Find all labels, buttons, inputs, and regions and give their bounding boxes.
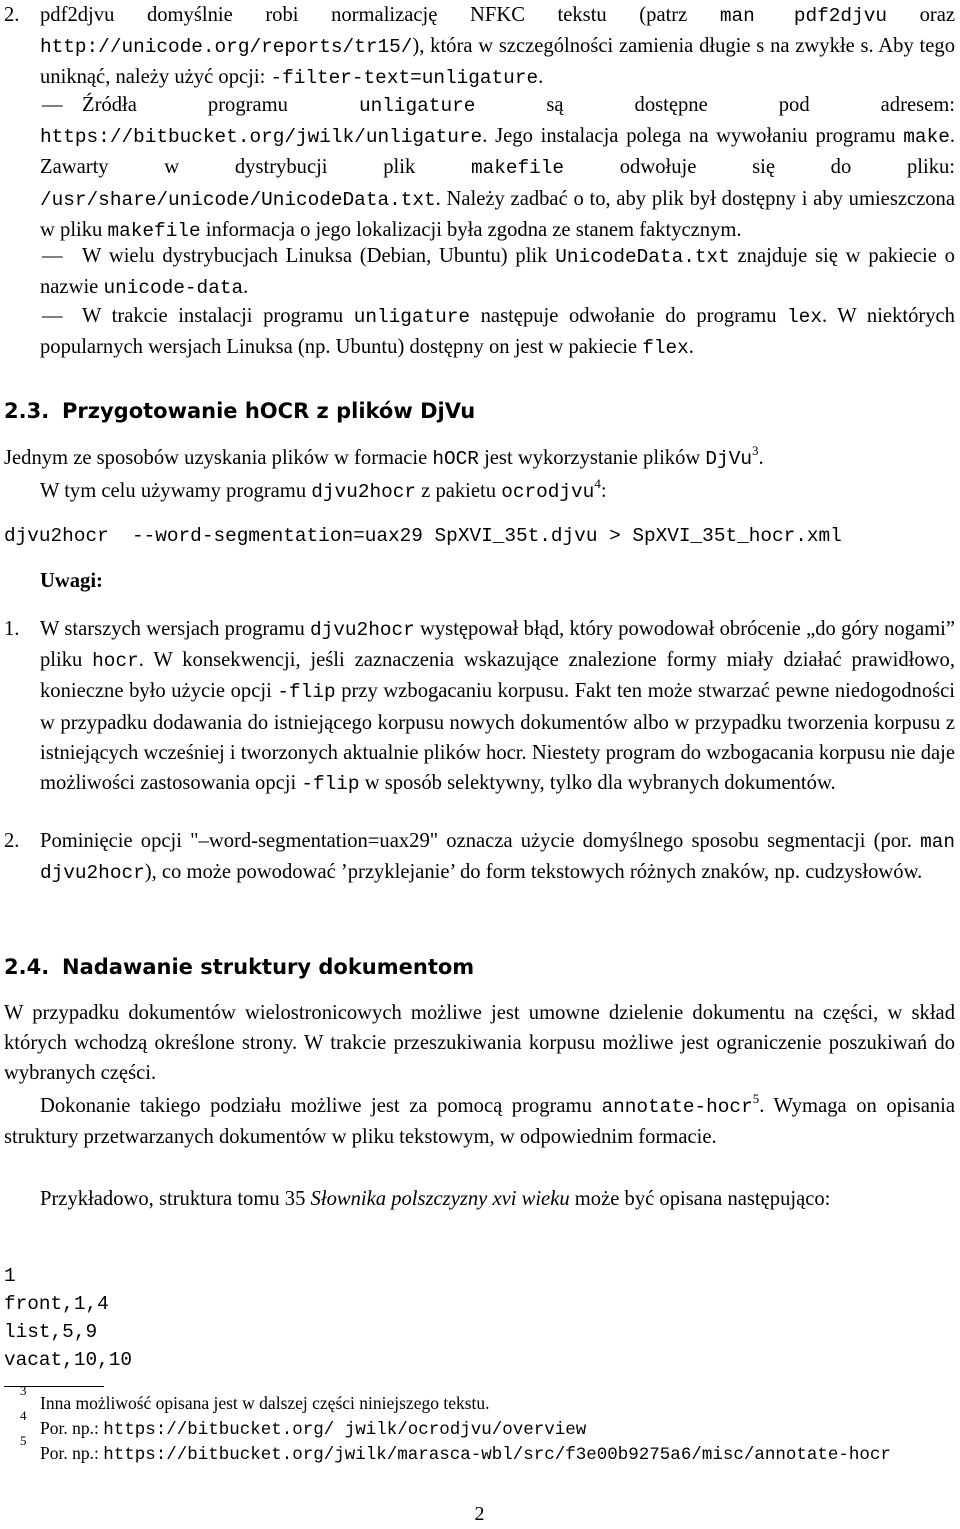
em-dash: — (42, 305, 63, 327)
list-number: 1. (4, 618, 20, 640)
section-heading-2-3: 2.3. Przygotowanie hOCR z plików DjVu (4, 399, 476, 423)
section-heading-2-4: 2.4. Nadawanie struktury dokumentom (4, 955, 475, 979)
code-line: vacat,10,10 (4, 1349, 132, 1371)
code-line: 1 (4, 1265, 16, 1287)
command-line: djvu2hocr --word-segmentation=uax29 SpXVI_35t.djvu > SpXVI_35t_hocr.xml (4, 525, 842, 547)
paragraph-annotate-hocr: Dokonanie takiego podziału możliwe jest za pomocą programu annotate-hocr$^5$. Wymaga on opisania struktury przetwarzanych dokumentów w pliku tekstowym, w odpowiednim formacie. (4, 1091, 955, 1149)
notes-heading: Uwagi: (40, 570, 103, 592)
list-item-text: pdf2djvu domyślnie robi normalizację NFKC tekstu (patrz man pdf2djvu oraz http://unicode.org/reports/tr15/), która w szczególności zamienia długie s na zwykłe s. Aby tego uniknąć, należy użyć opcji: -filter-text=unligature. (40, 4, 956, 90)
list-number: 2. (4, 4, 20, 26)
note-text: Pominięcie opcji "–word-segmentation=uax29" oznacza użycie domyślnego sposobu segmentacji (por. man djvu2hocr), co może powodować ’przyklejanie’ do form tekstowych różnych znaków, np. cudzysłowów. (40, 830, 955, 885)
footnote-ref-4: 4 (594, 476, 601, 491)
structure-code-block (4, 1262, 132, 1374)
paragraph-hocr-intro: Jednym ze sposobów uzyskania plików w formacie hOCR jest wykorzystanie plików DjVu$^3$. (4, 443, 764, 470)
em-dash: — (42, 94, 63, 116)
paragraph-multipage: W przypadku dokumentów wielostronicowych możliwe jest umowne dzielenie dokumentu na części, w skład których wchodzą określone strony. W trakcie przeszukiwania korpusu możliwe jest ograniczenie poszukiwań do wybranych części. (4, 1002, 955, 1085)
em-dash: — (42, 245, 63, 267)
code-line: front,1,4 (4, 1293, 109, 1315)
paragraph-example: Przykładowo, struktura tomu 35 Słownika polszczyzny xvi wieku może być opisana następująco: (40, 1188, 831, 1210)
paragraph-text: W wielu dystrybucjach Linuksa (Debian, Ubuntu) plik UnicodeData.txt znajduje się w pakiecie o nazwie unicode-data. (40, 245, 955, 300)
paragraph-djvu2hocr: W tym celu używamy programu djvu2hocr z pakietu ocrodjvu$^4$: (40, 476, 607, 503)
footnote-divider (4, 1386, 104, 1387)
footnote-ref-5: 5 (752, 1091, 760, 1106)
list-number: 2. (4, 830, 20, 852)
footnote-ref-3: 3 (751, 443, 759, 458)
footnote-5: 5 Por. np.: https://bitbucket.org/jwilk/marasca-wbl/src/f3e00b9275a6/misc/annotate-hocr (20, 1433, 891, 1465)
paragraph-text: W trakcie instalacji programu unligature następuje odwołanie do programu lex. W niektórych popularnych wersjach Linuksa (np. Ubuntu) dostępny on jest w pakiecie flex. (40, 305, 955, 360)
footnote-3: 3 Inna możliwość opisana jest w dalszej części niniejszego tekstu. (20, 1383, 490, 1413)
paragraph-text: Źródła programu unligature są dostępne pod adresem: https://bitbucket.org/jwilk/unligature. Jego instalacja polega na wywołaniu programu make. Zawarty w dystrybucji plik makefile odwołuje się do pliku: /usr/share/unicode/UnicodeData.txt. Należy zadbać o to, aby plik był dostępny i aby umieszczona w pliku makefile informacja o jego lokalizacji była zgodna ze stanem faktycznym. (40, 94, 956, 242)
page-number: 2 (474, 1503, 485, 1525)
code-line: list,5,9 (4, 1321, 98, 1343)
note-text: W starszych wersjach programu djvu2hocr występował błąd, który powodował obrócenie „do góry nogami” pliku hocr. W konsekwencji, jeśli zaznaczenia wskazujące znalezione formy miały działać prawidłowo, konieczne było użycie opcji -flip przy wzbogacaniu korpusu. Fakt ten może stwarzać pewne niedogodności w przypadku dodawania do istniejącego korpusu nowych dokumentów albo w przypadku tworzenia korpusu z istniejących wcześniej i tworzonych aktualnie plików hocr. Niestety program do wzbogacania korpusu nie daje możliwości zastosowania opcji -flip w sposób selektywny, tylko dla wybranych dokumentów. (40, 618, 956, 796)
footnote-4: 4 Por. np.: https://bitbucket.org/ jwilk/ocrodjvu/overview (20, 1408, 587, 1440)
